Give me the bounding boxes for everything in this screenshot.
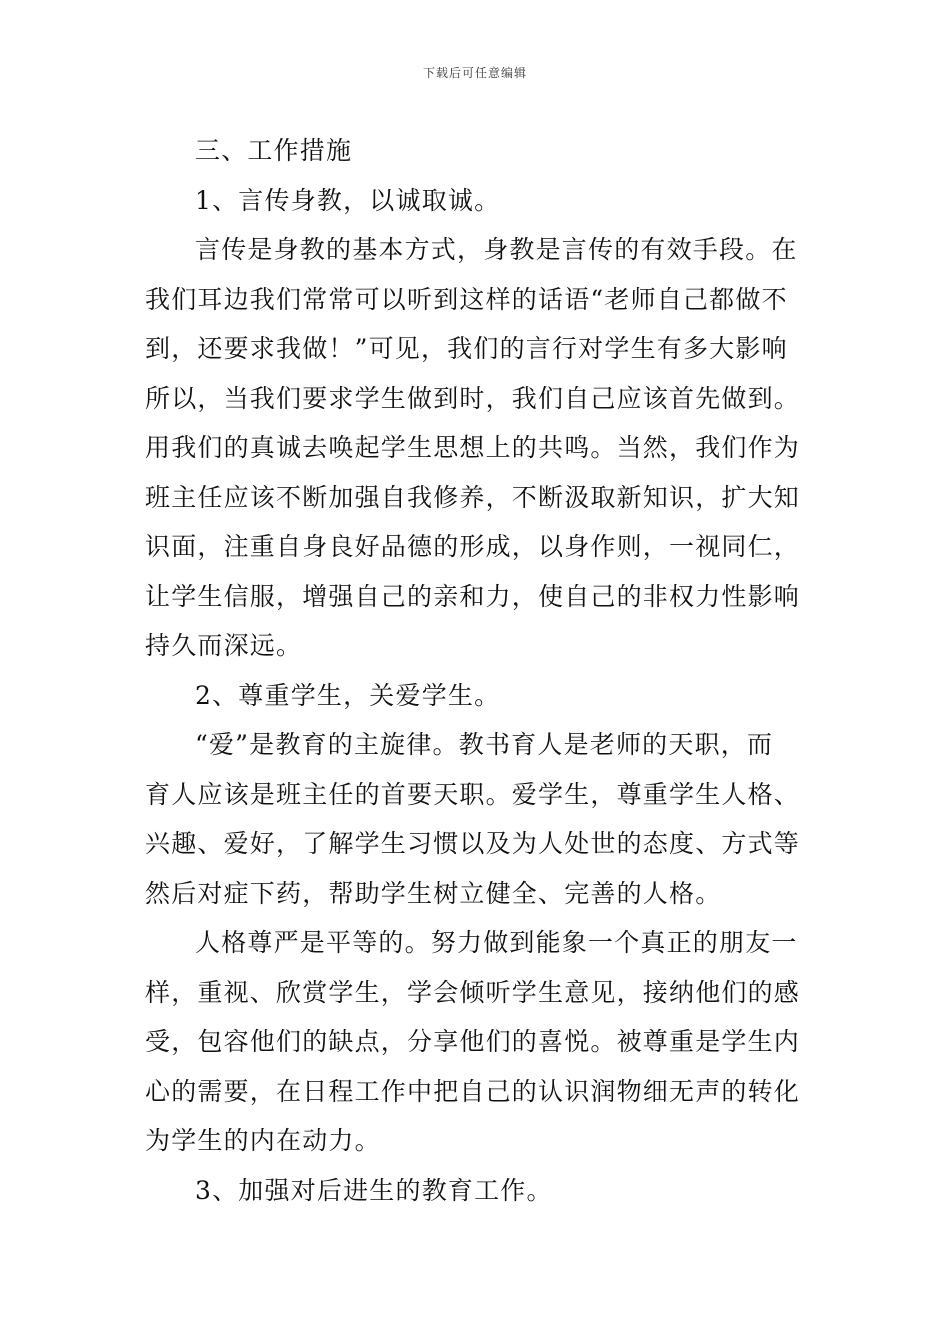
paragraph-line: 到，还要求我做！”可见，我们的言行对学生有多大影响: [145, 334, 788, 363]
section-heading: 三、工作措施: [195, 136, 353, 165]
paragraph-line: 为学生的内在动力。: [145, 1126, 381, 1155]
paragraph-line: 心的需要，在日程工作中把自己的认识润物细无声的转化: [145, 1076, 801, 1106]
page-header: 下载后可任意编辑: [422, 66, 527, 80]
paragraph-line: 用我们的真诚去唤起学生思想上的共鸣。当然，我们作为: [145, 433, 801, 462]
paragraph-line: 班主任应该不断加强自我修养，不断汲取新知识，扩大知: [145, 482, 801, 512]
paragraph-line: 让学生信服，增强自己的亲和力，使自己的非权力性影响: [145, 581, 801, 611]
subheading: 3、加强对后进生的教育工作。: [195, 1175, 553, 1205]
paragraph-line: 持久而深远。: [145, 631, 303, 660]
paragraph-line: 所以，当我们要求学生做到时，我们自己应该首先做到。: [145, 383, 801, 413]
paragraph-line: 样，重视、欣赏学生，学会倾听学生意见，接纳他们的感: [145, 977, 801, 1007]
paragraph-line: 兴趣、爱好，了解学生习惯以及为人处世的态度、方式等: [145, 829, 801, 858]
paragraph-line: 受，包容他们的缺点，分享他们的喜悦。被尊重是学生内: [145, 1027, 801, 1056]
paragraph-line: 言传是身教的基本方式，身教是言传的有效手段。在: [195, 235, 798, 264]
paragraph-line: 育人应该是班主任的首要天职。爱学生，尊重学生人格、: [145, 779, 801, 809]
paragraph-line: 然后对症下药，帮助学生树立健全、完善的人格。: [145, 878, 722, 908]
paragraph-line: 我们耳边我们常常可以听到这样的话语“老师自己都做不: [145, 284, 788, 314]
document-body: [145, 126, 810, 1215]
subheading: 2、尊重学生，关爱学生。: [195, 680, 501, 710]
paragraph-line: “爱”是教育的主旋律。教书育人是老师的天职，而: [195, 730, 774, 759]
paragraph-line: 人格尊严是平等的。努力做到能象一个真正的朋友一: [195, 928, 798, 957]
paragraph-line: 识面，注重自身良好品德的形成，以身作则，一视同仁，: [145, 532, 801, 561]
subheading: 1、言传身教，以诚取诚。: [195, 185, 501, 215]
